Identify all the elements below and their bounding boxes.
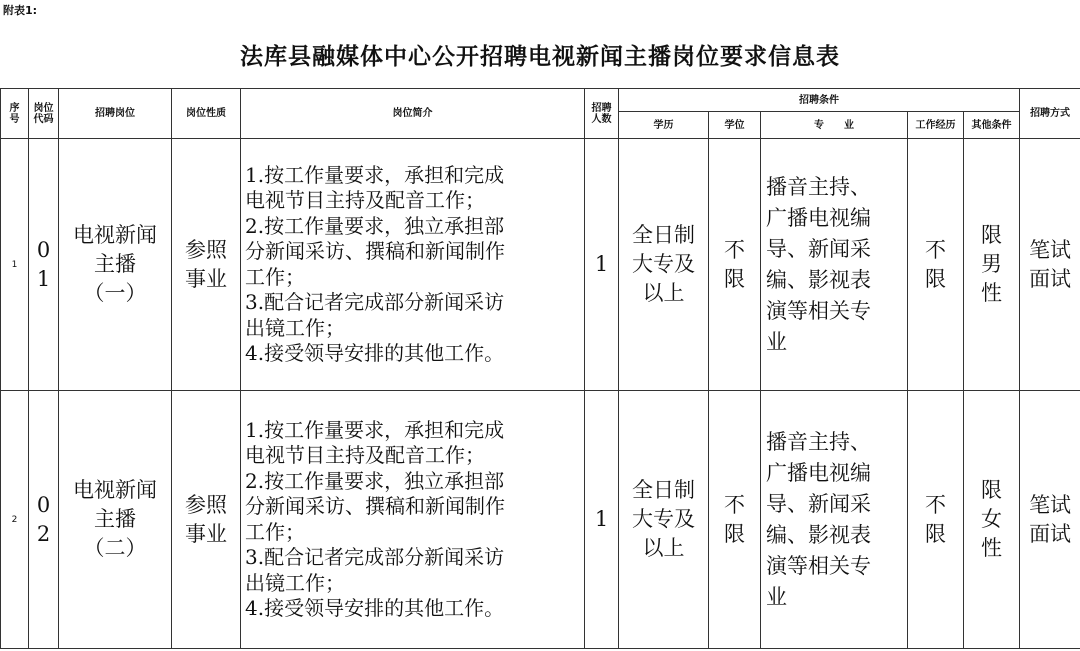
education-req: 全日制 大专及 以上 [619,391,709,649]
post-name: 电视新闻 主播 （二） [59,391,172,649]
hire-count: 1 [585,391,619,649]
header-education: 学历 [619,112,709,139]
other-req: 限 男 性 [964,139,1020,391]
major-req: 播音主持、 广播电视编 导、新闻采 编、影视表 演等相关专 业 [761,139,908,391]
post-code: 0 2 [29,391,59,649]
other-req: 限 女 性 [964,391,1020,649]
row-seq: 2 [1,391,29,649]
post-nature: 参照 事业 [172,139,241,391]
major-req: 播音主持、 广播电视编 导、新闻采 编、影视表 演等相关专 业 [761,391,908,649]
header-degree: 学位 [709,112,761,139]
header-other: 其他条件 [964,112,1020,139]
table-row [1,391,1080,649]
post-name: 电视新闻 主播 （一） [59,139,172,391]
header-method: 招聘方式 [1020,89,1080,139]
experience-req: 不 限 [908,139,964,391]
experience-req: 不 限 [908,391,964,649]
post-duties: 1.按工作量要求，承担和完成 电视节目主持及配音工作； 2.按工作量要求，独立承担部 分新闻采访、撰稿和新闻制作 工作； 3.配合记者完成部分新闻采访 出镜工作； 4.接受领导安排的其他工作。 [241,139,585,391]
degree-req: 不 限 [709,139,761,391]
header-row-1 [1,89,1080,112]
header-post: 招聘岗位 [59,89,172,139]
post-nature: 参照 事业 [172,391,241,649]
header-seq: 序 号 [1,89,29,139]
hire-count: 1 [585,139,619,391]
degree-req: 不 限 [709,391,761,649]
appendix-note: 附表1: [3,4,38,17]
hire-method: 笔试 面试 [1020,139,1080,391]
post-duties: 1.按工作量要求，承担和完成 电视节目主持及配音工作； 2.按工作量要求，独立承担部 分新闻采访、撰稿和新闻制作 工作； 3.配合记者完成部分新闻采访 出镜工作； 4.接受领导安排的其他工作。 [241,391,585,649]
header-experience: 工作经历 [908,112,964,139]
requirements-table [0,88,1080,649]
header-major: 专 业 [761,112,908,139]
header-count: 招聘 人数 [585,89,619,139]
hire-method: 笔试 面试 [1020,391,1080,649]
header-conditions: 招聘条件 [619,89,1020,112]
page-title: 法库县融媒体中心公开招聘电视新闻主播岗位要求信息表 [240,44,840,70]
table-row [1,139,1080,391]
header-nature: 岗位性质 [172,89,241,139]
education-req: 全日制 大专及 以上 [619,139,709,391]
header-code: 岗位 代码 [29,89,59,139]
header-duties: 岗位简介 [241,89,585,139]
row-seq: 1 [1,139,29,391]
post-code: 0 1 [29,139,59,391]
